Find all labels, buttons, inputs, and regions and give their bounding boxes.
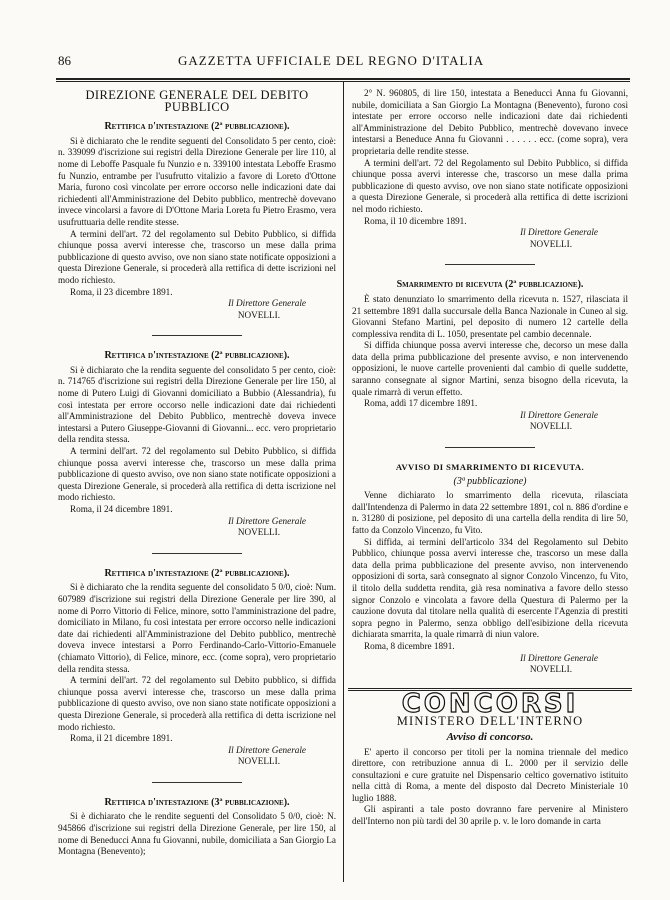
notice-body-2: A termini dell'art. 72 del regolamento sul Debito Pubblico, si diffida chiunque possa avervi interesse che, trascorso un mese dalla prima pubblicazione di questo avviso, ove non siano state notificate opposizioni a questa Direzione Generale, si procederà alla rettifica di dette iscrizioni nel modo richiesto. xyxy=(58,228,336,285)
notice-date: Roma, addì 17 dicembre 1891. xyxy=(364,398,478,409)
gazette-title: GAZZETTA UFFICIALE DEL REGNO D'ITALIA xyxy=(178,53,485,68)
notice-date: Roma, il 24 dicembre 1891. xyxy=(70,504,173,514)
signature-name: NOVELLI. xyxy=(529,664,572,675)
notice-4-continued xyxy=(352,88,628,250)
concorsi-banner: CONCORSI xyxy=(348,688,632,711)
concorsi-body-2: Gli aspiranti a tale posto dovranno fare pervenire al Ministero dell'Interno non più tardi del 30 aprile p. v. le loro domande in carta xyxy=(352,804,628,827)
notice-body-2: Si diffida chiunque possa avervi interesse che, decorso un mese dalla data della prima pubblicazione del presente avviso, e non intervenendo opposizioni, le nuove cartelle provenienti dal cambio di quelle suddette, saranno consegnate al signor Martini, senza bisogno della ricevuta, la quale rimarrà di verun effetto. xyxy=(352,340,628,397)
page-number: 86 xyxy=(58,53,71,68)
signature-title: Il Direttore Generale xyxy=(228,298,306,309)
notice-date: Roma, il 10 dicembre 1891. xyxy=(364,215,467,226)
notice-1 xyxy=(58,121,336,321)
signature-name: NOVELLI. xyxy=(237,756,280,767)
notice-body-2: A termini dell'art. 72 del regolamento sul Debito Pubblico, si diffida chiunque possa avervi interesse che, trascorso un mese dalla prima pubblicazione di questo avviso, ove non siano state notificate opposizioni a questa Direzione Generale, si procederà alla rettifica di detta iscrizione nel modo richiesto. xyxy=(58,446,336,503)
notice-body-2: A termini dell'art. 72 del Regolamento sul Debito Pubblico, si diffida chiunque possa avervi interesse che, trascorso un mese dalla prima pubblicazione di questo avviso, ove non siano state notificate opposizioni a questa Direzione Generale, si procederà alla rettifica di dette iscrizioni nel modo richiesto. xyxy=(352,157,628,214)
signature-title: Il Direttore Generale xyxy=(520,652,598,663)
notice-body: Si è dichiarato che la rendita seguente del consolidato 5 0/0, cioè: Num. 607989 d'iscrizione sui registri della Direzione Generale per lire 390, al nome di Porro Vittorio di Felice, minore, sotto l'amministrazione del padre, domiciliato in Milano, fu così intestata per errore occorso nelle indicazioni date dai richiedenti all'Amministrazione del Debito pubblico, mentrechè doveva invece intestarsi a Porro Ferdinando-Carlo-Vittorio-Emanuele (chiamato Vittorio), di Felice, minore, ecc. (come sopra), vero proprietario della rendita stessa. xyxy=(58,582,336,674)
notice-3 xyxy=(58,568,336,768)
notice-subheading: (3ª pubblicazione) xyxy=(453,475,527,487)
notice-body-2: A termini dell'art. 72 del regolamento sul Debito pubblico, si diffida chiunque possa avervi interesse che, trascorso un mese dalla prima pubblicazione di questo avviso, ove non siano state notificate opposizioni a questa Direzione Generale, si procederà alla rettifica di detta iscrizione nel modo richiesto. xyxy=(58,675,336,732)
signature-name: NOVELLI. xyxy=(529,238,572,249)
concorsi-body: E' aperto il concorso per titoli per la nomina triennale del medico direttore, con retribuzione annua di L. 2000 per il servizio delle consultazioni e cure gratuite nel Dispensario celtico governativo istituito nella città di Roma, a mente del disposto dal Decreto Ministeriale 10 luglio 1888. xyxy=(352,746,628,803)
notice-heading: Smarrimento di ricevuta (2ª pubblicazione). xyxy=(396,279,584,291)
notice-6 xyxy=(352,462,628,676)
left-column xyxy=(58,88,336,858)
page-header xyxy=(58,53,628,75)
notice-body: 2° N. 960805, di lire 150, intestata a Beneducci Anna fu Giovanni, nubile, domiciliata a San Giorgio La Montagna (Benevento), furono così intestate per errore occorso nelle indicazioni date dai richiedenti all'Amministrazione del Debito Pubblico, mentrechè dovevano invece intestarsi a Beneduce Anna fu Giovanni . . . . . . ecc. (come sopra), vera proprietaria delle rendite stesse. xyxy=(352,88,628,156)
notice-body: Si è dichiarato che la rendita seguente del consolidato 5 per cento, cioè: n. 714765 d'iscrizione sui registri della Direzione Generale per lire 150, al nome di Putero Luigi di Giovanni domiciliato a Bubbio (Alessandria), fu così intestata per errore occorso nelle indicazioni date dai richiedenti all'Amministrazione del Debito Pubblico, mentrechè doveva invece intestarsi a Putero Giuseppe-Giovanni di Giovanni... ecc. vero proprietario della rendita stessa. xyxy=(58,364,336,445)
right-column xyxy=(352,88,628,828)
notice-2 xyxy=(58,350,336,539)
notice-date: Roma, il 21 dicembre 1891. xyxy=(70,733,173,744)
separator xyxy=(152,335,242,336)
separator xyxy=(152,553,242,554)
signature-title: Il Direttore Generale xyxy=(228,744,306,755)
notice-body: È stato denunziato lo smarrimento della ricevuta n. 1527, rilasciata il 21 settembre 1891 dalla succursale della Banca Nazionale in Cuneo al sig. Giovanni Stefano Martini, pel deposito di numero 12 cartelle della complessiva rendita di L. 1050, presentate pel cambio decennale. xyxy=(352,293,628,339)
header-rule xyxy=(56,78,630,80)
signature-title: Il Direttore Generale xyxy=(520,227,598,238)
separator xyxy=(445,447,535,448)
notice-5 xyxy=(352,279,628,433)
signature-name: NOVELLI. xyxy=(237,527,280,538)
notice-heading: Rettifica d'intestazione (3ª pubblicazione). xyxy=(104,796,290,808)
notice-date: Roma, il 23 dicembre 1891. xyxy=(70,286,173,297)
notice-date: Roma, 8 dicembre 1891. xyxy=(364,640,455,651)
separator xyxy=(152,782,242,783)
notice-body: Si è dichiarato che le rendite seguenti del Consolidato 5 per cento, cioè: n. 339099 d'iscrizione sui registri della Direzione Generale per lire 110, al nome di Leboffe Pasquale fu Nunzio e n. 339100 intestata Leboffe Erasmo fu Nunzio, entrambe per l'usufrutto vitalizio a favore di Loreto d'Ottone Maria, furono così vincolate per errore occorso nelle indicazioni date dai richiedenti all'Amministrazione del Debito pubblico, mentrechè dovevano invece vincolarsi a favore di D'Ottone Maria Loreta fu Pietro Erasmo, vera usufruttuaria delle rendite stesse. xyxy=(58,135,336,227)
signature-title: Il Direttore Generale xyxy=(520,409,598,420)
notice-body: Venne dichiarato lo smarrimento della ricevuta, rilasciata dall'Intendenza di Palermo in data 22 settembre 1891, col n. 886 d'ordine e n. 31280 di posizione, pel deposito di una cartella della rendita di lire 50, fatto da Conzolo Vincenzo, fu Vito. xyxy=(352,490,628,535)
notice-4 xyxy=(58,797,336,858)
separator xyxy=(445,264,535,265)
notice-heading: Rettifica d'intestazione (2ª pubblicazione). xyxy=(104,350,290,362)
signature-name: NOVELLI. xyxy=(237,309,280,320)
ministero-title: MINISTERO DELL'INTERNO xyxy=(396,714,584,729)
signature-name: NOVELLI. xyxy=(529,421,572,432)
notice-heading: Rettifica d'intestazione (2ª pubblicazione). xyxy=(104,567,290,579)
column-divider xyxy=(343,82,344,882)
avviso-title: Avviso di concorso. xyxy=(446,730,534,743)
notice-body-2: Si diffida, ai termini dell'articolo 334 del Regolamento sul Debito Pubblico, chiunque possa avervi interesse che, trascorso un mese dalla data della prima pubblicazione del presente avviso, non intervenendo opposizioni di sorta, sarà consegnato al signor Conzolo Vincenzo, fu Vito, il titolo della suddetta rendita, già resa nominativa a favore dello stesso signor Conzolo e vincolata a favore della Questura di Palermo per la cauzione dovuta dal titolare nella qualità di esercente l'Agenzia di prestiti sopra pegno in Palermo, senza obbligo dell'esibizione della ricevuta dichiarata smarrita, la quale rimarrà di niun valore. xyxy=(352,536,628,640)
section-title: DIREZIONE GENERALE DEL DEBITO PUBBLICO xyxy=(85,88,309,114)
notice-body: Si è dichiarato che le rendite seguenti del Consolidato 5 0/0, cioè: N. 945866 d'iscrizione sui registri della Direzione Generale, per lire 150, al nome di Beneducci Anna fu Giovanni, nubile, domiciliata a San Giorgio La Montagna (Benevento); xyxy=(58,811,336,857)
notice-heading: AVVISO DI SMARRIMENTO DI RICEVUTA. xyxy=(395,462,585,473)
signature-title: Il Direttore Generale xyxy=(228,515,306,526)
notice-heading: Rettifica d'intestazione (2ª pubblicazione). xyxy=(104,121,290,133)
